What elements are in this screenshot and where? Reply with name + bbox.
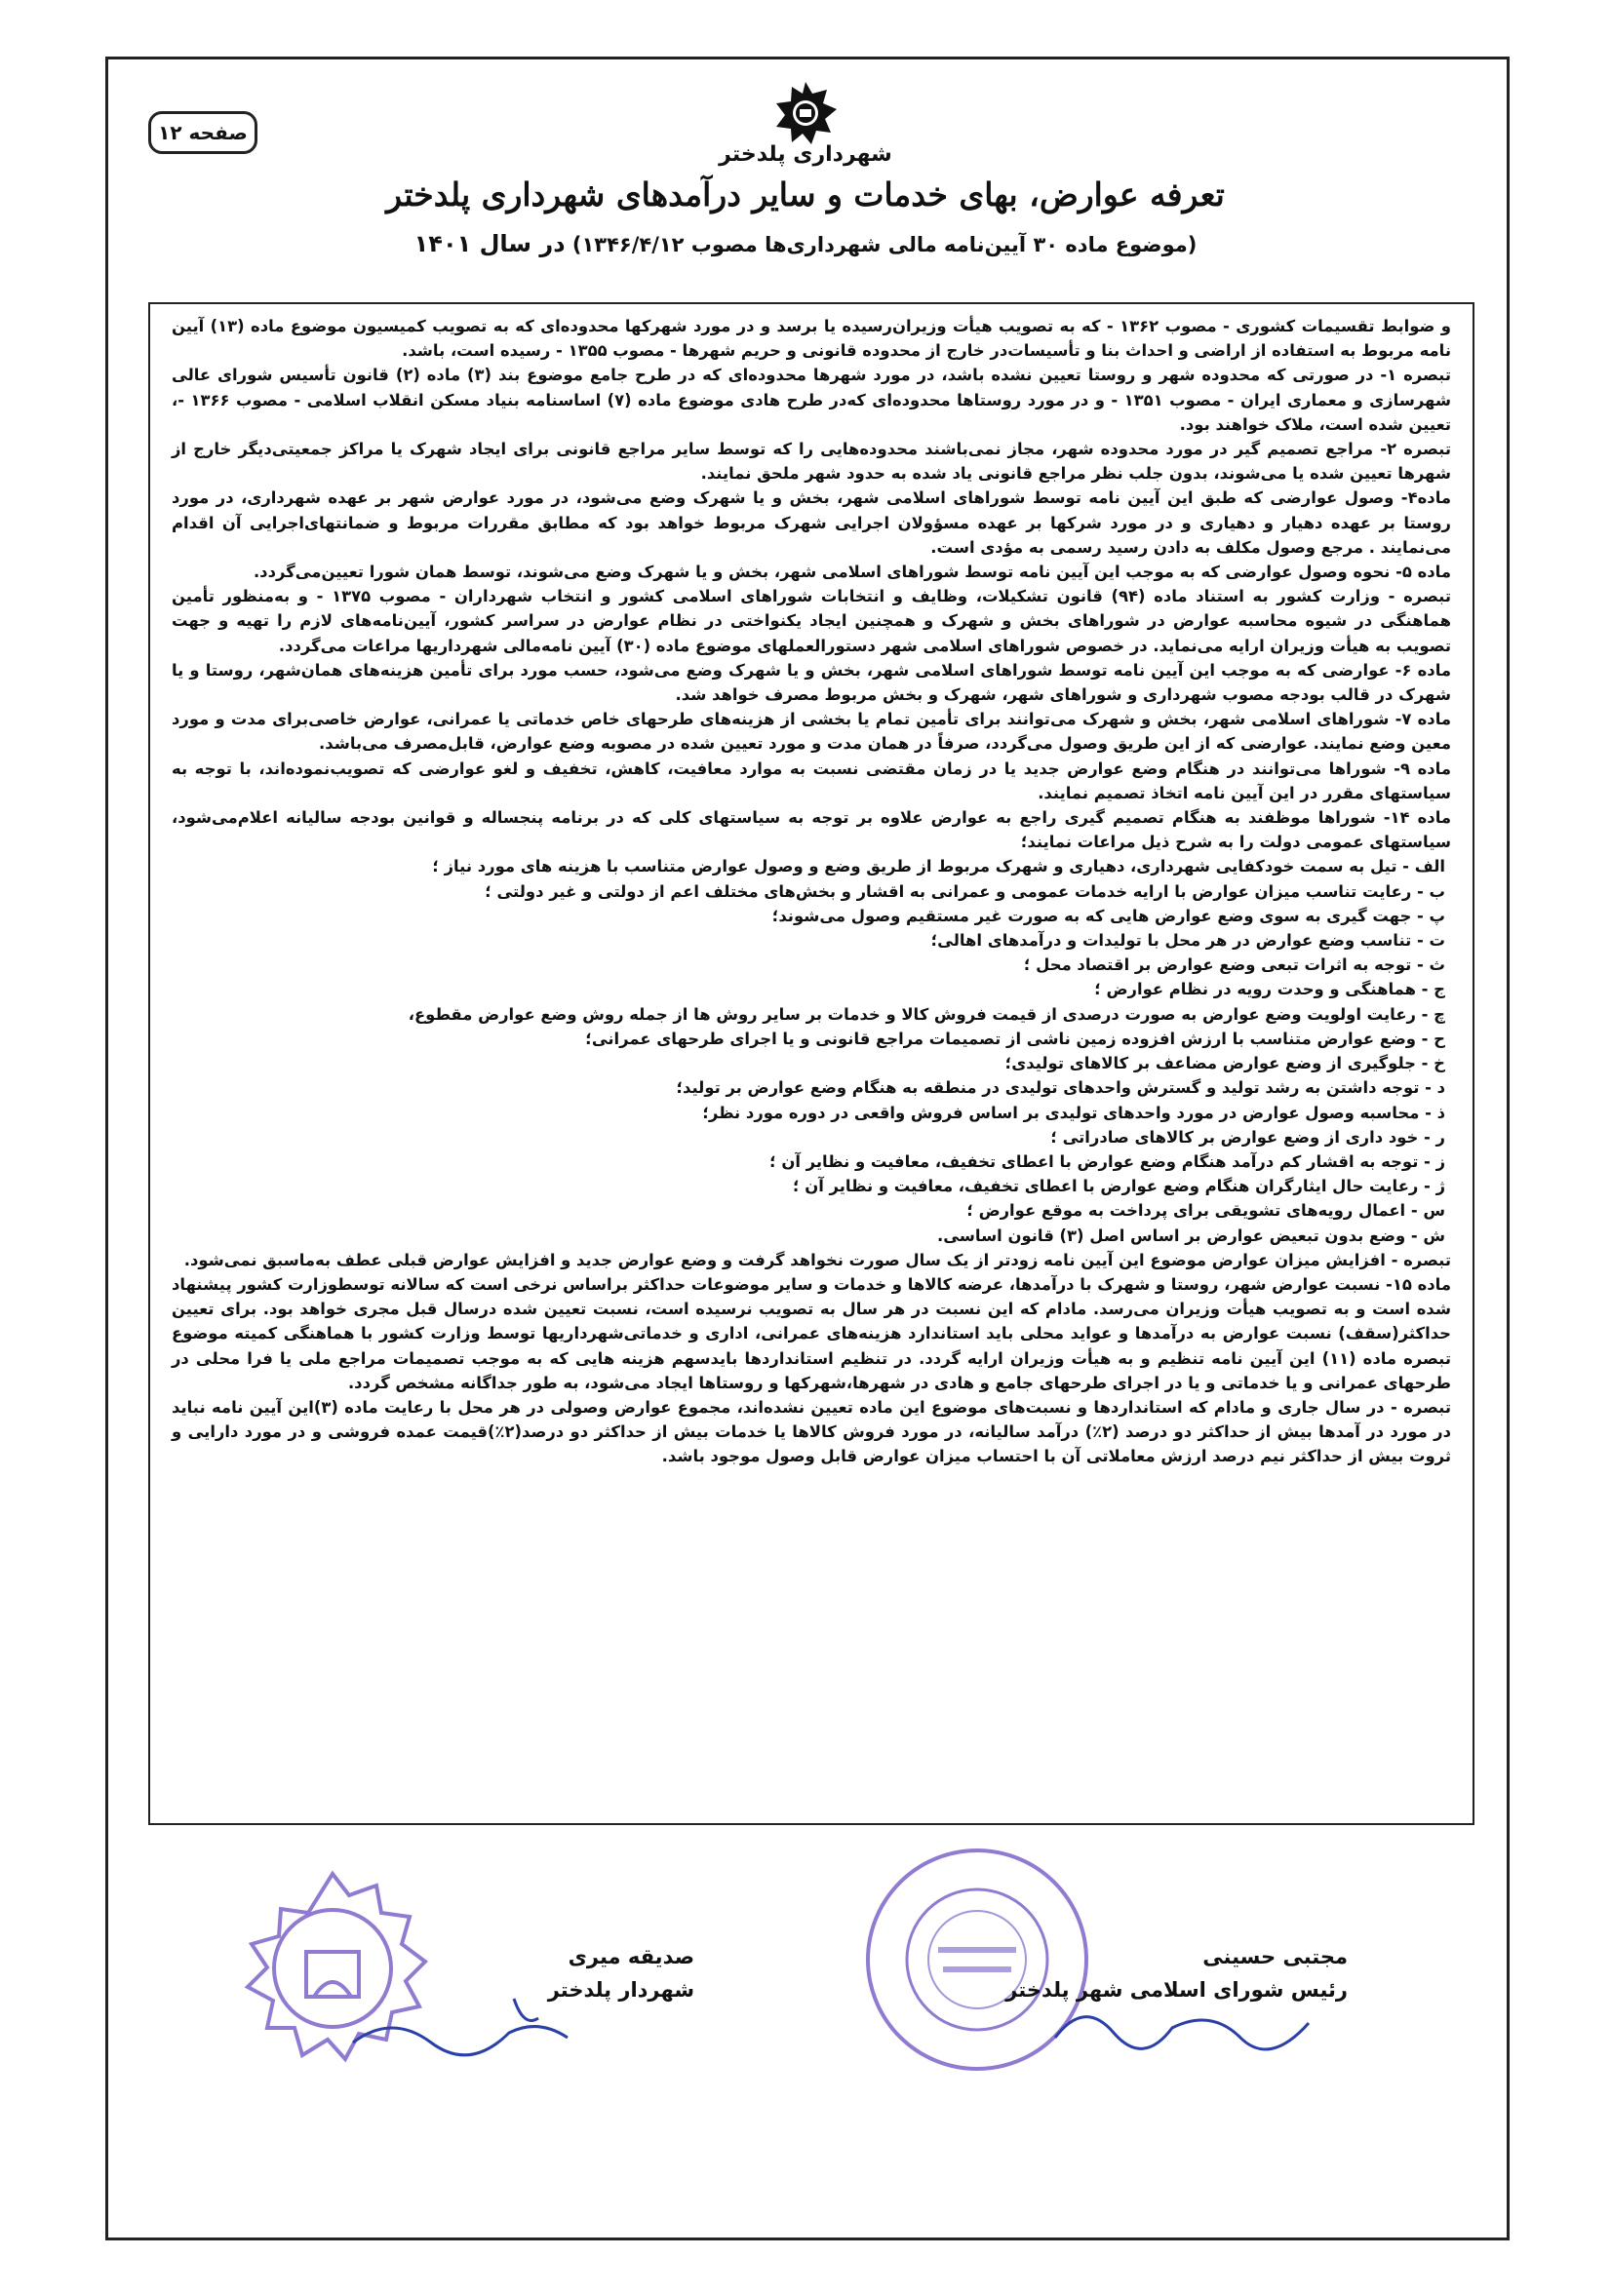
- body-paragraph: ماده ۷- شوراهای اسلامی شهر، بخش و شهرک می‌توانند برای تأمین تمام یا بخشی از هزینه‌های طرحهای خاص خدماتی یا عمرانی، عوارض خاصی‌برای مدت و مورد معین وضع نمایند. عوارضی که از این طریق وصول می‌گردد، صرفاً در همان مدت و مورد تعیین شده در مصوبه وضع عوارض، قابل‌مصرف می‌باشد.: [172, 710, 1451, 754]
- policy-list-item: ز - توجه به اقشار کم درآمد هنگام وضع عوارض با اعطای تخفیف، معافیت و نظایر آن ؛: [769, 1151, 1445, 1171]
- body-paragraph: ماده ۹- شوراها می‌توانند در هنگام وضع عوارض جدید یا در زمان مقتضی نسبت به موارد معافیت، کاهش، تخفیف و لغو عوارضی که تصویب‌نموده‌اند، با توجه به سیاستهای مقرر در این آیین نامه اتخاذ تصمیم نمایند.: [172, 759, 1451, 802]
- policy-list-item: س - اعمال رویه‌های تشویقی برای پرداخت به موقع عوارض ؛: [966, 1201, 1445, 1221]
- document-title: تعرفه عوارض، بهای خدمات و سایر درآمدهای شهرداری پلدختر: [386, 175, 1225, 214]
- policy-list-item: ش - وضع بدون تبعیض عوارض بر اساس اصل (۳) قانون اساسی.: [936, 1226, 1445, 1245]
- page-number-badge: [148, 111, 257, 154]
- municipality-name: شهرداری پلدختر: [719, 142, 892, 167]
- body-paragraph: ماده ۱۴- شوراها موظفند به هنگام تصمیم گیری راجع به عوارض علاوه بر توجه به سیاستهای کلی که در برنامه پنجساله و قوانین بودجه سالیانه اعلام‌می‌شود، سیاستهای عمومی دولت را به شرح ذیل مراعات نمایند؛: [172, 808, 1451, 852]
- policy-list-item: ب - رعایت تناسب میزان عوارض با ارایه خدمات عمومی و عمرانی به اقشار و بخش‌های مختلف اعم از دولتی و غیر دولتی ؛: [485, 881, 1445, 901]
- body-paragraph: تبصره ۱- در صورتی که محدوده شهر و روستا تعیین نشده باشد، در مورد شهرها محدوده‌ای که در طرح جامع موضوع بند (۳) ماده (۲) قانون تأسیس شورای عالی شهرسازی و معماری ایران - مصوب ۱۳۵۱ - و در مورد روستاها محدوده‌ای که‌در طرح هادی موضوع ماده (۷) اساسنامه بنیاد مسکن انقلاب اسلامی - مصوب ۱۳۶۶ -، تعیین شده است، ملاک خواهند بود.: [172, 366, 1451, 434]
- mayor-title: شهردار پلدختر: [547, 1978, 694, 2002]
- subtitle-reference: (موضوع ماده ۳۰ آیین‌نامه مالی شهرداری‌ها مصوب ۱۳۴۶/۴/۱۲): [571, 233, 1198, 256]
- body-paragraph: ماده ۶- عوارضی که به موجب این آیین نامه توسط شوراهای اسلامی شهر، بخش و یا شهرک وضع می‌شود، حسب مورد برای تأمین هزینه‌های همان‌شهر، روستا و یا شهرک در قالب بودجه مصوب شهرداری و شوراهای شهر، شهرک و بخش مربوط مصرف خواهد شد.: [172, 660, 1451, 705]
- body-paragraph: تبصره ۲- مراجع تصمیم گیر در مورد محدوده شهر، مجاز نمی‌باشند محدوده‌هایی را که توسط سایر مراجع قانونی برای ایجاد شهرک یا مراکز جمعیتی‌دیگر خارج از شهرها تعیین شده یا می‌شوند، بدون جلب نظر مراجع قانونی یاد شده به حدود شهر ملحق نمایند.: [172, 440, 1451, 484]
- closing-paragraph: تبصره - در سال جاری و مادام که استانداردها و نسبت‌های موضوع این ماده تعیین نشده‌اند، مجموع عوارض وصولی در هر محل با رعایت ماده (۳)این آیین نامه نباید در مورد در آمدها بیش از حداکثر دو درصد (۲٪) درآمد سالیانه، در مورد فروش کالاها یا خدمات بیش از حداکثر دو درصد(۲٪)قیمت عمده فروشی و در مورد دارایی و ثروت بیش از حداکثر نیم درصد ارزش معاملاتی آن با احتساب میزان عوارض قابل وصول موجود باشد.: [172, 1397, 1451, 1466]
- document-subtitle: [318, 230, 1293, 257]
- closing-paragraph: ماده ۱۵- نسبت عوارض شهر، روستا و شهرک با درآمدها، عرضه کالاها و خدمات و سایر موضوعات حداکثر براساس نرخی است که سالانه توسطوزارت کشور پیشنهاد شده است و به تصویب هیأت وزیران می‌رسد. مادام که این نسبت در هر سال به تصویب نرسیده است، نسبت تعیین شده درسال قبل مجری خواهد بود. برای تعیین حداکثر(سقف) نسبت عوارض به درآمدها و عواید محلی باید استاندارد هزینه‌های عمرانی، اداری و خدماتی‌شهرداریها توسط وزارت کشور با هماهنگی کمیته موضوع تبصره ماده (۱۱) این آیین نامه تنظیم و به هیأت وزیران ارایه گردد. در تنظیم استانداردها بایدسهم هزینه هایی که به موجب تصمیمات مراجع ملی یا فرا محلی در طرحهای عمرانی و یا خدماتی و یا در اجرای طرحهای جامع و هادی در شهرها،شهرکها و روستاها ایجاد می‌شود، به طور جداگانه مشخص گردد.: [172, 1274, 1451, 1392]
- policy-list-item: چ - رعایت اولویت وضع عوارض به صورت درصدی از قیمت فروش کالا و خدمات بر سایر روش ها از جمله روش وضع عوارض مقطوع،: [408, 1004, 1445, 1024]
- policy-list-item: ج - هماهنگی و وحدت رویه در نظام عوارض ؛: [1094, 980, 1445, 999]
- policy-list-item: ژ - رعایت حال ایثارگران هنگام وضع عوارض با اعطای تخفیف، معافیت و نظایر آن ؛: [792, 1177, 1445, 1196]
- council-signature-block: [958, 1940, 1348, 2006]
- body-paragraph: و ضوابط تقسیمات کشوری - مصوب ۱۳۶۲ - که به تصویب هیأت وزیران‌رسیده یا برسد و در مورد شهرکها محدوده‌ای که به تصویب کمیسیون موضوع ماده (۱۳) آیین نامه مربوط به استفاده از اراضی و احداث بنا و تأسیسات‌در خارج از محدوده قانونی و حریم شهرها - مصوب ۱۳۵۵ - رسیده است، باشد.: [172, 317, 1451, 361]
- council-head-title: رئیس شورای اسلامی شهر پلدختر: [1005, 1978, 1348, 2002]
- mayor-signature-block: [441, 1940, 694, 2006]
- policy-list-item: ر - خود داری از وضع عوارض بر کالاهای صادراتی ؛: [1050, 1127, 1445, 1147]
- policy-list-item: ذ - محاسبه وصول عوارض در مورد واحدهای تولیدی بر اساس فروش واقعی در دوره مورد نظر؛: [702, 1103, 1445, 1122]
- subtitle-year: در سال ۱۴۰۱: [413, 230, 566, 257]
- signature-area: [148, 1843, 1474, 2194]
- policy-list-item: خ - جلوگیری از وضع عوارض مضاعف بر کالاهای تولیدی؛: [1004, 1054, 1445, 1073]
- policy-list-item: پ - جهت گیری به سوی وضع عوارض هایی که به صورت غیر مستقیم وصول می‌شوند؛: [771, 906, 1445, 925]
- body-paragraph: ماده۴- وصول عوارضی که طبق این آیین نامه توسط شوراهای اسلامی شهر، بخش و یا شهرک وضع می‌شود، در مورد عوارض شهر بر عهده شهرداری، در مورد روستا بر عهده دهیار و دهیاری و در مورد شرکها بر عهده مسؤولان اجرایی شهرک مربوط خواهد بود که مطابق مقررات مربوط و ضمانتهای‌اجرایی آن اقدام می‌نمایند . مرجع وصول مکلف به دادن رسید رسمی به مؤدی است.: [172, 488, 1451, 557]
- council-head-name: مجتبی حسینی: [1202, 1945, 1348, 1968]
- body-paragraph: تبصره - وزارت کشور به استناد ماده (۹۴) قانون تشکیلات، وظایف و انتخابات شوراهای اسلامی کشور و انتخاب شهرداران - مصوب ۱۳۷۵ - و به‌منظور تأمین هماهنگی در شیوه محاسبه عوارض در شوراهای بخش و شهرک و همچنین ایجاد یکنواختی در نظام عوارض در سراسر کشور، آیین‌نامه‌های لازم را تهیه و جهت تصویب به هیأت وزیران ارایه می‌نماید. در خصوص شوراهای اسلامی شهر دستورالعملهای موضوع ماده (۳۰) آیین نامه‌مالی شهرداریها مراعات می‌گردد.: [172, 587, 1451, 655]
- policy-list-item: د - توجه داشتن به رشد تولید و گسترش واحدهای تولیدی در منطقه به هنگام وضع عوارض بر تولید؛: [676, 1078, 1445, 1098]
- policy-list-item: الف - تیل به سمت خودکفایی شهرداری، دهیاری و شهرک مربوط از طریق وضع و وصول عوارض متناسب با هزینه های مورد نیاز ؛: [432, 857, 1445, 876]
- page-number-label: صفحه ۱۲: [158, 121, 248, 144]
- policy-list-item: ح - وضع عوارض متناسب با ارزش افزوده زمین ناشی از تصمیمات مراجع قانونی و یا اجرای طرحهای عمرانی؛: [585, 1029, 1445, 1048]
- policy-list-item: ت - تناسب وضع عوارض در هر محل با تولیدات و درآمدهای اهالی؛: [930, 931, 1445, 951]
- document-body: [148, 302, 1474, 1825]
- mayor-name: صدیقه میری: [568, 1945, 694, 1968]
- body-paragraph: ماده ۵- نحوه وصول عوارضی که به موجب این آیین نامه توسط شوراهای اسلامی شهر، بخش و یا شهرک وضع می‌شوند، توسط همان شورا تعیین‌می‌گردد.: [253, 563, 1451, 582]
- municipality-logo: [766, 80, 845, 146]
- closing-paragraph: تبصره - افزایش میزان عوارض موضوع این آیین نامه زودتر از یک سال صورت نخواهد گرفت و وضع عوارض جدید و افزایش عوارض قبلی عطف به‌ماسبق نمی‌شود.: [183, 1250, 1451, 1269]
- policy-list-item: ث - توجه به اثرات تبعی وضع عوارض بر اقتصاد محل ؛: [1023, 955, 1445, 975]
